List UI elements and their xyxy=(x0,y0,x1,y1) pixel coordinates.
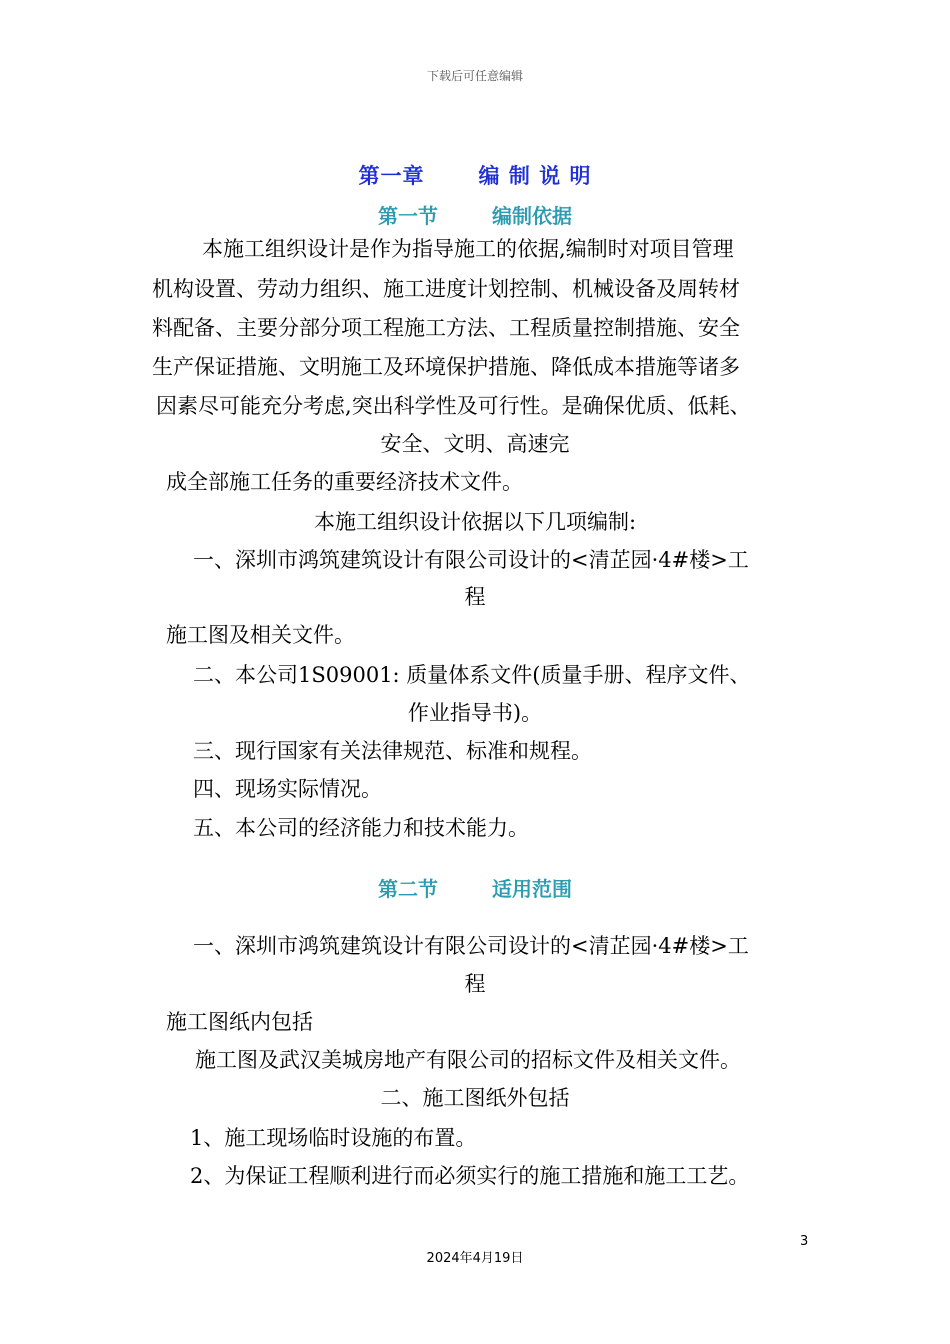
chapter-title: 编 制 说 明 xyxy=(478,164,592,188)
list-item: 一、深圳市鸿筑建筑设计有限公司设计的<清芷园·4#楼>工 xyxy=(193,934,749,958)
list-item: 1、施工现场临时设施的布置。 xyxy=(190,1126,477,1150)
body-line: 程 xyxy=(464,585,486,609)
list-item: 五、本公司的经济能力和技术能力。 xyxy=(193,816,529,840)
section-label: 第二节 xyxy=(378,877,438,901)
body-line: 作业指导书)。 xyxy=(407,701,543,725)
list-item: 二、本公司1S09001: 质量体系文件(质量手册、程序文件、 xyxy=(193,663,751,687)
body-line: 程 xyxy=(464,972,486,996)
chapter-heading xyxy=(0,160,950,190)
section-heading-2 xyxy=(0,873,950,902)
section-label: 第一节 xyxy=(378,204,438,228)
body-line: 施工图纸内包括 xyxy=(166,1010,313,1034)
list-item: 一、深圳市鸿筑建筑设计有限公司设计的<清芷园·4#楼>工 xyxy=(193,548,749,572)
body-line: 成全部施工任务的重要经济技术文件。 xyxy=(166,470,523,494)
body-line: 施工图及相关文件。 xyxy=(166,623,355,647)
body-line: 机构设置、劳动力组织、施工进度计划控制、机械设备及周转材 xyxy=(152,277,740,301)
list-item: 三、现行国家有关法律规范、标准和规程。 xyxy=(193,739,592,763)
list-item: 二、施工图纸外包括 xyxy=(380,1086,570,1110)
chapter-label: 第一章 xyxy=(358,164,425,188)
page-header: 下载后可任意编辑 xyxy=(426,69,523,83)
list-item: 2、为保证工程顺利进行而必须实行的施工措施和施工工艺。 xyxy=(190,1164,750,1188)
body-line: 本施工组织设计依据以下几项编制: xyxy=(313,510,637,534)
body-line: 安全、文明、高速完 xyxy=(380,432,570,456)
section-title: 适用范围 xyxy=(492,877,572,901)
footer-date: 2024年4月19日 xyxy=(426,1251,524,1266)
body-line: 施工图及武汉美城房地产有限公司的招标文件及相关文件。 xyxy=(195,1048,741,1072)
body-line: 因素尽可能充分考虑,突出科学性及可行性。是确保优质、低耗、 xyxy=(156,394,751,418)
section-title: 编制依据 xyxy=(492,204,572,228)
body-line: 本施工组织设计是作为指导施工的依据,编制时对项目管理 xyxy=(202,237,734,261)
page-number: 3 xyxy=(800,1234,809,1249)
body-line: 生产保证措施、文明施工及环境保护措施、降低成本措施等诸多 xyxy=(152,355,740,379)
body-line: 料配备、主要分部分项工程施工方法、工程质量控制措施、安全 xyxy=(152,316,740,340)
section-heading-1 xyxy=(0,200,950,229)
list-item: 四、现场实际情况。 xyxy=(193,777,382,801)
